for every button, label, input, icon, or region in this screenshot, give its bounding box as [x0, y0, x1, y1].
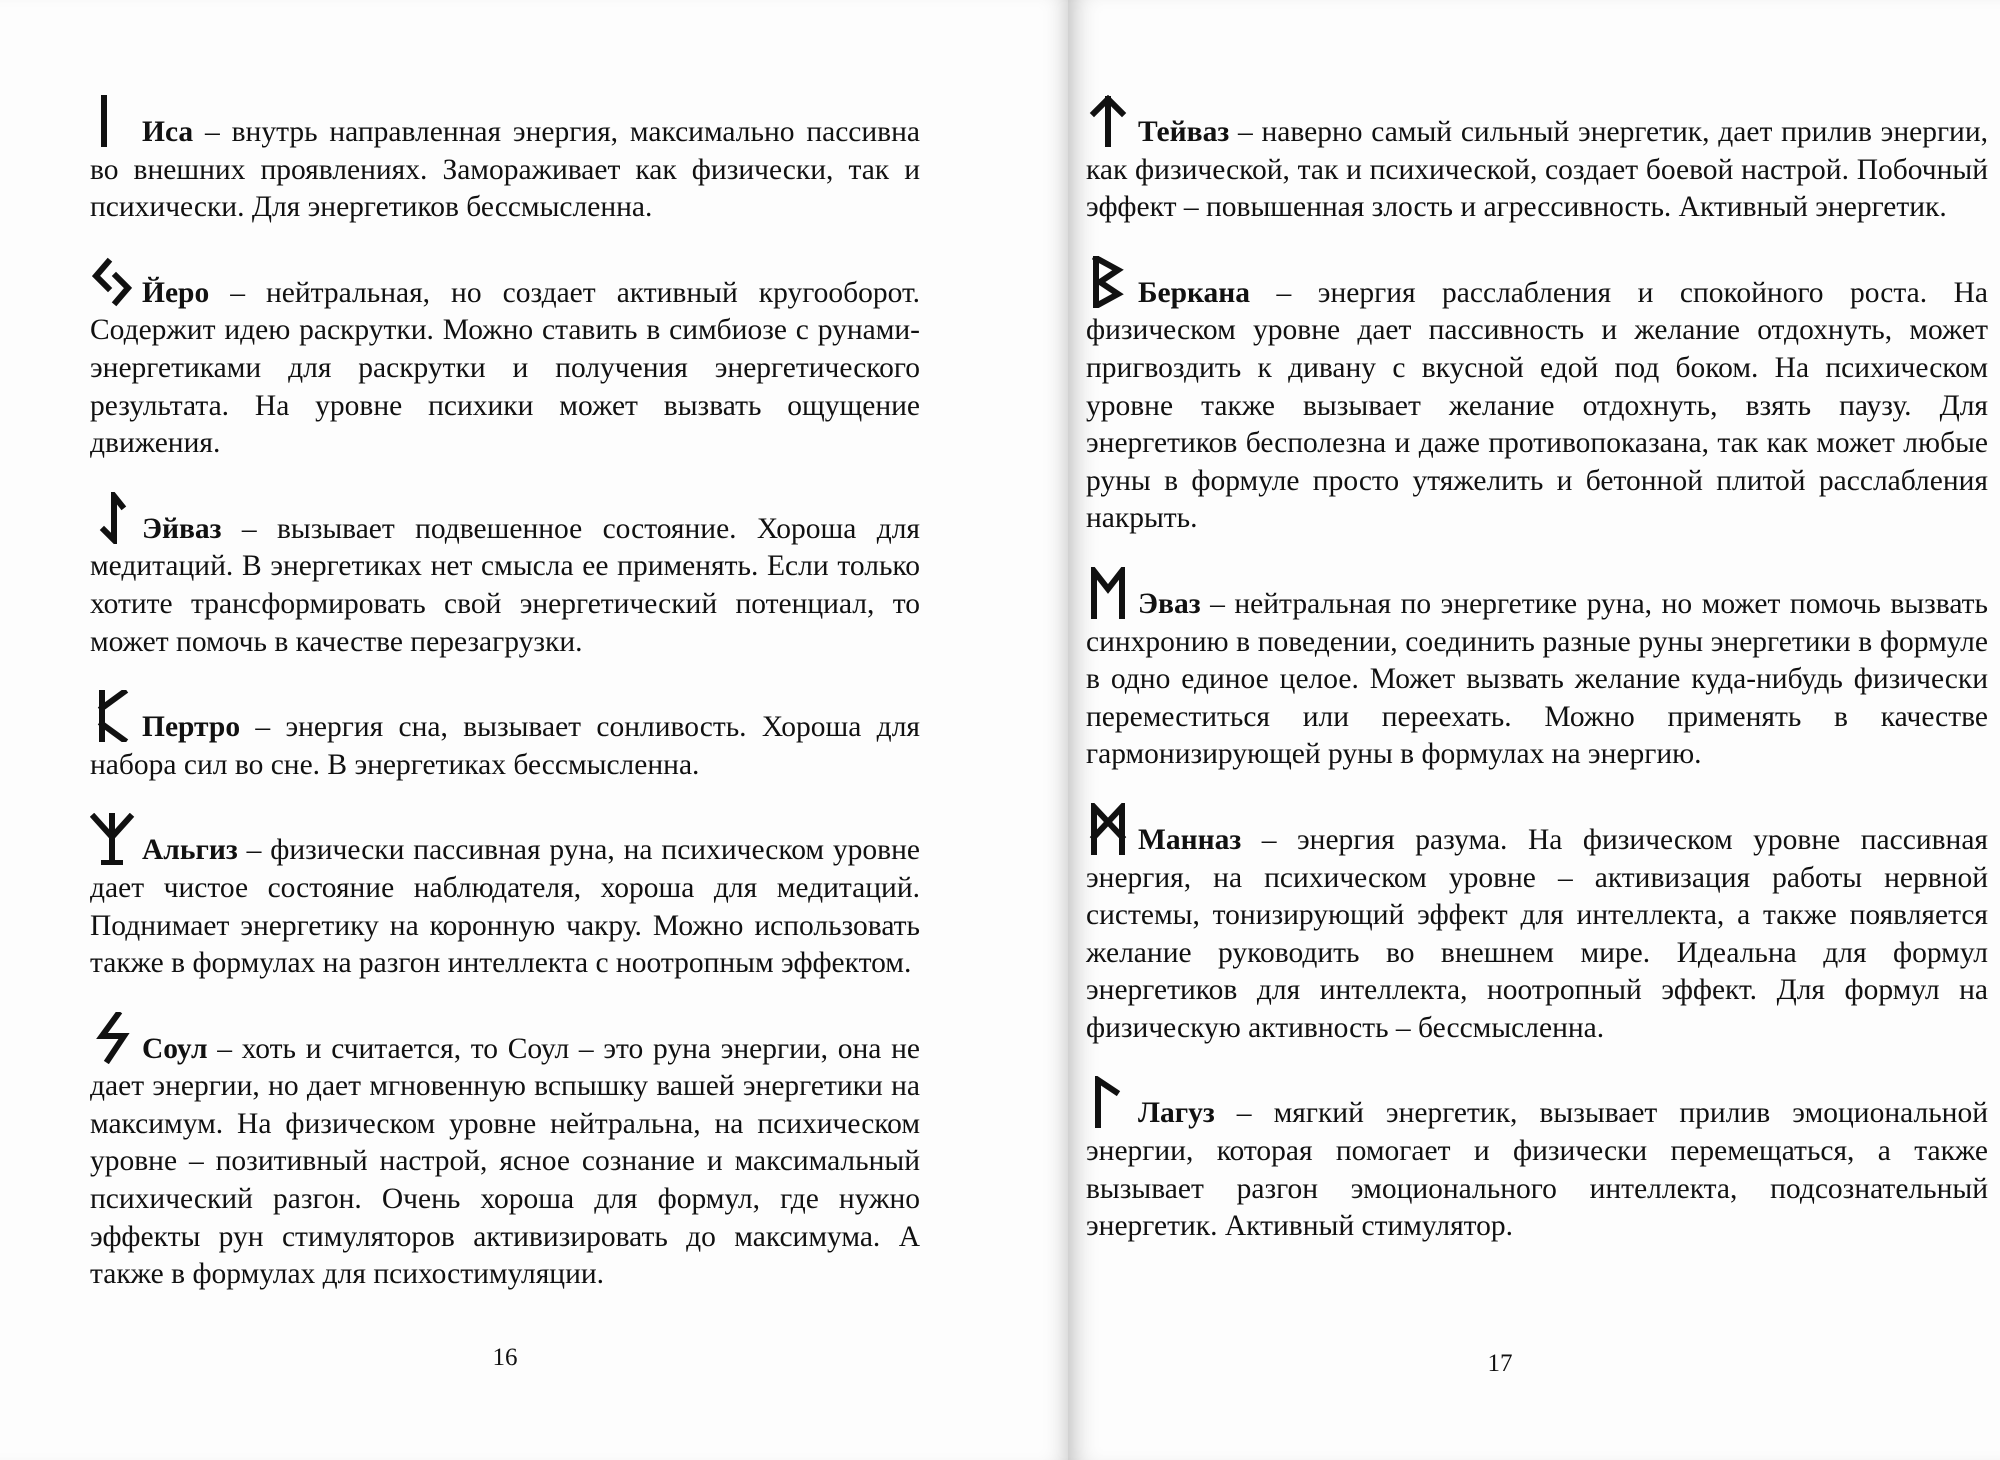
- isa-rune-icon: [90, 95, 136, 147]
- rune-description: – нейтральная, но создает активный кругооборот. Содержит идею раскрутки. Можно ставить в симбиозе с рунами-энергетиками для раскрутки и получения энергетического результата. На уровне психики может вызвать ощущение движения.: [90, 276, 920, 460]
- rune-description: – мягкий энергетик, вызывает прилив эмоциональной энергии, которая помогает и физически перемещаться, а также вызывает разгон эмоционального интеллекта, подсознательный энергетик. Активный стимулятор.: [1086, 1097, 1988, 1243]
- rune-name: Лагуз: [1138, 1097, 1215, 1130]
- rune-name: Пертро: [142, 711, 241, 744]
- rune-name: Соул: [142, 1032, 208, 1065]
- rune-description: – энергия расслабления и спокойного роста. На физическом уровне дает пассивность и желание отдохнуть, может пригвоздить к дивану с вкусной едой под боком. На психическом уровне также вызывает желание отдохнуть, взять паузу. Для энергетиков бесполезна и даже противопоказана, так как может любые руны в формуле просто утяжелить и бетонной плитой расслабления накрыть.: [1086, 276, 1988, 535]
- sowilo-rune-icon: [90, 1012, 136, 1064]
- rune-name: Иса: [142, 116, 194, 148]
- page-number: 17: [1487, 1350, 1513, 1377]
- rune-entry-mannaz: [1086, 803, 1988, 1048]
- eihwaz-rune-icon: [90, 492, 136, 544]
- berkano-rune-icon: [1086, 256, 1132, 308]
- rune-description: – физически пассивная руна, на психическом уровне дает чистое состояние наблюдателя, хороша для медитаций. Поднимает энергетику на коронную чакру. Можно использовать также в формулах на разгон интеллекта с ноотропным эффектом.: [90, 834, 920, 980]
- ehwaz-rune-icon: [1086, 567, 1132, 619]
- rune-entry-eihwaz: [90, 492, 920, 661]
- rune-name: Йеро: [142, 276, 210, 309]
- rune-entry-perthro: [90, 690, 920, 784]
- left-page-text: [90, 95, 920, 1323]
- right-page: [1068, 0, 2000, 1460]
- rune-entry-laguz: [1086, 1076, 1988, 1245]
- rune-name: Манназ: [1138, 823, 1242, 856]
- rune-entry-sowilo: [90, 1012, 920, 1294]
- rune-entry-ehwaz: [1086, 567, 1988, 774]
- perthro-rune-icon: [90, 690, 136, 742]
- rune-description: – внутрь направленная энергия, максимально пассивна во внешних проявлениях. Замораживает как физически, так и психически. Для энергетиков бессмысленна.: [90, 116, 920, 224]
- rune-name: Эйваз: [142, 512, 222, 545]
- rune-description: – энергия сна, вызывает сонливость. Хороша для набора сил во сне. В энергетиках бессмысленна.: [90, 711, 920, 781]
- rune-entry-algiz: [90, 813, 920, 982]
- rune-entry-jera: [90, 256, 920, 463]
- rune-description: – вызывает подвешенное состояние. Хороша для медитаций. В энергетиках нет смысла ее применять. Если только хотите трансформировать свой энергетический потенциал, то может помочь в качестве перезагрузки.: [90, 512, 920, 658]
- page-number: 16: [492, 1344, 518, 1371]
- rune-entry-berkano: [1086, 256, 1988, 538]
- rune-description: – наверно самый сильный энергетик, дает прилив энергии, как физической, так и психической, создает боевой настрой. Побочный эффект – повышенная злость и агрессивность. Активный энергетик.: [1086, 116, 1988, 224]
- rune-description: – хоть и считается, то Соул – это руна энергии, она не дает энергии, но дает мгновенную вспышку вашей энергетики на максимум. На физическом уровне нейтральна, на психическом уровне – позитивный настрой, ясное сознание и максимальный психический разгон. Очень хороша для формул, где нужно эффекты рун стимуляторов активизировать до максимума. А также в формулах для психостимуляции.: [90, 1032, 920, 1291]
- rune-description: – энергия разума. На физическом уровне пассивная энергия, на психическом уровне – активизация работы нервной системы, тонизирующий эффект для интеллекта, а также появляется желание руководить во внешнем мире. Идеальна для формул энергетиков для интеллекта, ноотропный эффект. Для формул на физическую активность – бессмысленна.: [1086, 823, 1988, 1044]
- jera-rune-icon: [90, 256, 136, 308]
- rune-name: Беркана: [1138, 276, 1251, 309]
- rune-name: Альгиз: [142, 834, 238, 867]
- rune-description: – нейтральная по энергетике руна, но может помочь вызвать синхронию в поведении, соединить разные руны энергетики в формуле в одно единое целое. Может вызвать желание куда-нибудь физически переместиться или переехать. Можно применять в качестве гармонизирующей руны в формулах на энергию.: [1086, 587, 1988, 771]
- right-page-text: [1086, 95, 1988, 1275]
- rune-entry-isa: [90, 95, 920, 227]
- laguz-rune-icon: [1086, 1076, 1132, 1128]
- rune-name: Тейваз: [1138, 116, 1230, 148]
- tiwaz-rune-icon: [1086, 95, 1132, 147]
- rune-entry-tiwaz: [1086, 95, 1988, 227]
- algiz-rune-icon: [90, 813, 136, 865]
- mannaz-rune-icon: [1086, 803, 1132, 855]
- rune-name: Эваз: [1138, 587, 1201, 620]
